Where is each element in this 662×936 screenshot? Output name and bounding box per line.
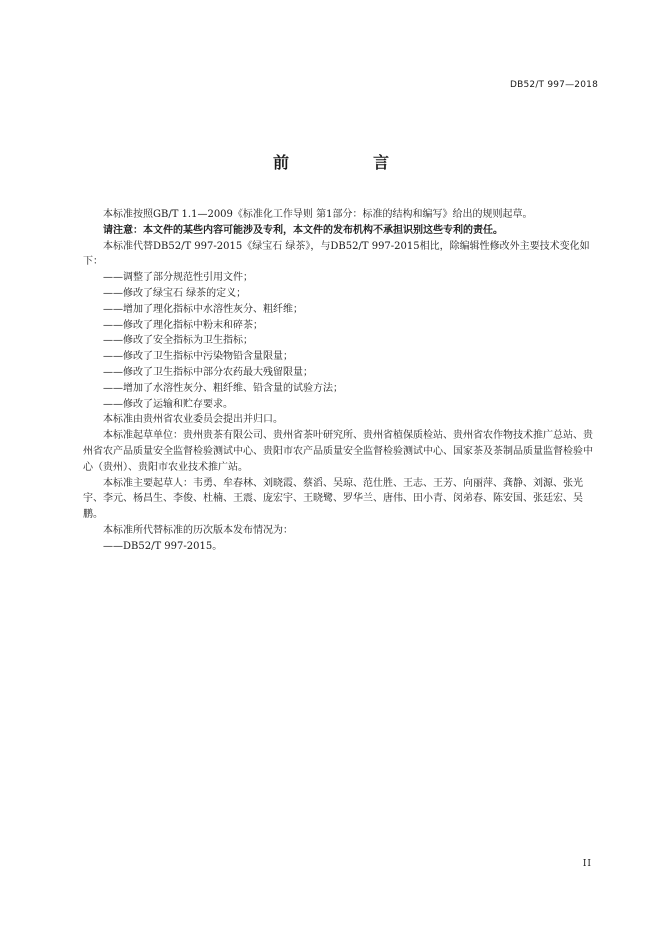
paragraph-drafting-units: 本标准起草单位：贵州贵茶有限公司、贵州省茶叶研究所、贵州省植保质检站、贵州省农作物技术推广总站、贵州省农产品质量安全监督检验测试中心、贵阳市农产品质量安全监督检验测试中心、国家茶及茶制品质量监督检验中心（贵州）、贵阳市农业技术推广站。 — [83, 430, 593, 473]
paragraph-drafting-rules: 本标准按照GB/T 1.1—2009《标准化工作导则 第1部分：标准的结构和编写》给出的规则起草。 — [103, 209, 533, 220]
change-item: ——修改了运输和贮存要求。 — [103, 398, 233, 410]
paragraph-history: 本标准所代替标准的历次版本发布情况为： — [103, 524, 293, 536]
history-item: ——DB52/T 997-2015。 — [103, 540, 223, 552]
document-code: DB52/T 997—2018 — [509, 80, 598, 90]
paragraph-drafters: 本标准主要起草人：韦勇、牟春林、刘晓霞、蔡滔、吴琼、范仕胜、王志、王芳、向丽萍、龚静、刘源、张光宇、李元、杨昌生、李俊、杜楠、王震、庞宏宇、王晓鹭、罗华兰、唐伟、田小青、闵弟春、陈安国、张廷宏、吴鹏。 — [83, 477, 583, 521]
change-item: ——调整了部分规范性引用文件； — [103, 272, 253, 284]
change-item: ——修改了卫生指标中部分农药最大残留限量； — [103, 366, 313, 378]
foreword-body — [83, 207, 598, 555]
paragraph-proposer: 本标准由贵州省农业委员会提出并归口。 — [103, 414, 283, 426]
page-title: 前 言 — [272, 153, 423, 172]
paragraph-replaces: 本标准代替DB52/T 997-2015《绿宝石 绿茶》，与DB52/T 997-2015相比，除编辑性修改外主要技术变化如下： — [83, 240, 590, 268]
change-item: ——修改了安全指标为卫生指标； — [103, 335, 253, 347]
change-item: ——修改了卫生指标中污染物铅含量限量； — [103, 351, 293, 363]
page-number: II — [582, 859, 592, 869]
change-item: ——增加了理化指标中水溶性灰分、粗纤维； — [103, 303, 303, 315]
change-item: ——修改了绿宝石 绿茶的定义； — [103, 287, 247, 299]
change-item: ——增加了水溶性灰分、粗纤维、铅含量的试验方法； — [103, 382, 343, 394]
patent-notice: 请注意：本文件的某些内容可能涉及专利，本文件的发布机构不承担识别这些专利的责任。 — [103, 224, 503, 236]
change-item: ——修改了理化指标中粉末和碎茶； — [103, 319, 263, 331]
